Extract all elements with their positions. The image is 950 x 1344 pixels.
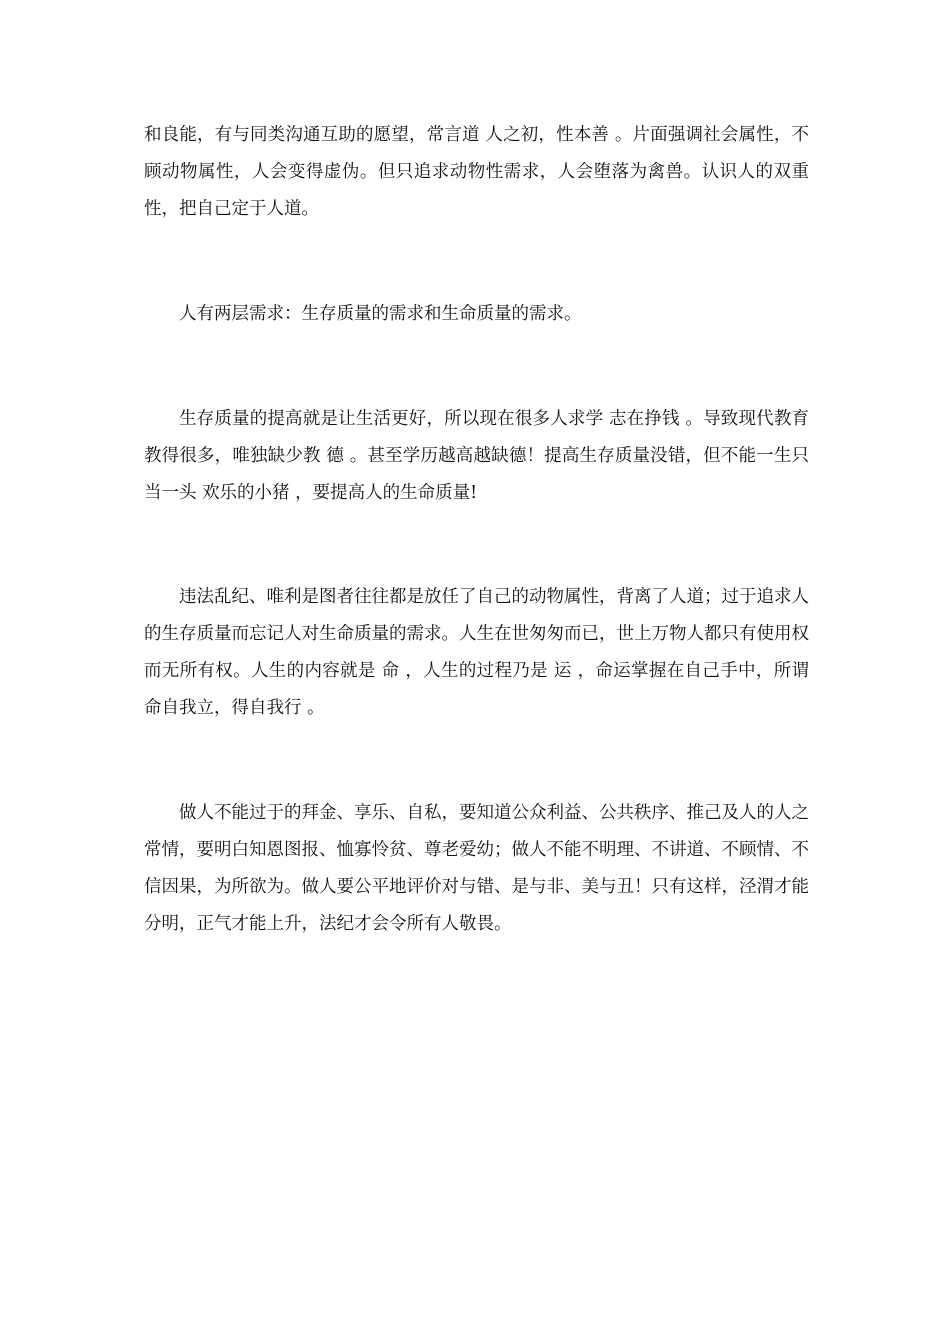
paragraph-law-and-fate: 违法乱纪、唯利是图者往往都是放任了自己的动物属性，背离了人道；过于追求人的生存质量而忘记人对生命质量的需求。人生在世匆匆而已，世上万物人都只有使用权而无所有权。人生的内容就是 命 ，人生的过程乃是 运 ，命运掌握在自己手中，所谓 命自我立，得自我行 。 bbox=[144, 587, 809, 718]
paragraph-continuation: 和良能，有与同类沟通互助的愿望，常言道 人之初，性本善 。片面强调社会属性，不顾动物属性，人会变得虚伪。但只追求动物性需求，人会堕落为禽兽。认识人的双重性，把自己定于人道。 bbox=[144, 125, 809, 219]
paragraph-survival-quality: 生存质量的提高就是让生活更好，所以现在很多人求学 志在挣钱 。导致现代教育教得很多，唯独缺少教 德 。甚至学历越高越缺德！提高生存质量没错，但不能一生只当一头 欢乐的小猪 ，要提高人的生命质量! bbox=[144, 409, 809, 503]
paragraph-two-needs: 人有两层需求：生存质量的需求和生命质量的需求。 bbox=[179, 304, 582, 324]
paragraph-conduct: 做人不能过于的拜金、享乐、自私，要知道公众利益、公共秩序、推己及人的人之常情，要明白知恩图报、恤寡怜贫、尊老爱幼；做人不能不明理、不讲道、不顾情、不信因果，为所欲为。做人要公平地评价对与错、是与非、美与丑！只有这样，泾渭才能分明，正气才能上升，法纪才会令所有人敬畏。 bbox=[144, 803, 809, 934]
